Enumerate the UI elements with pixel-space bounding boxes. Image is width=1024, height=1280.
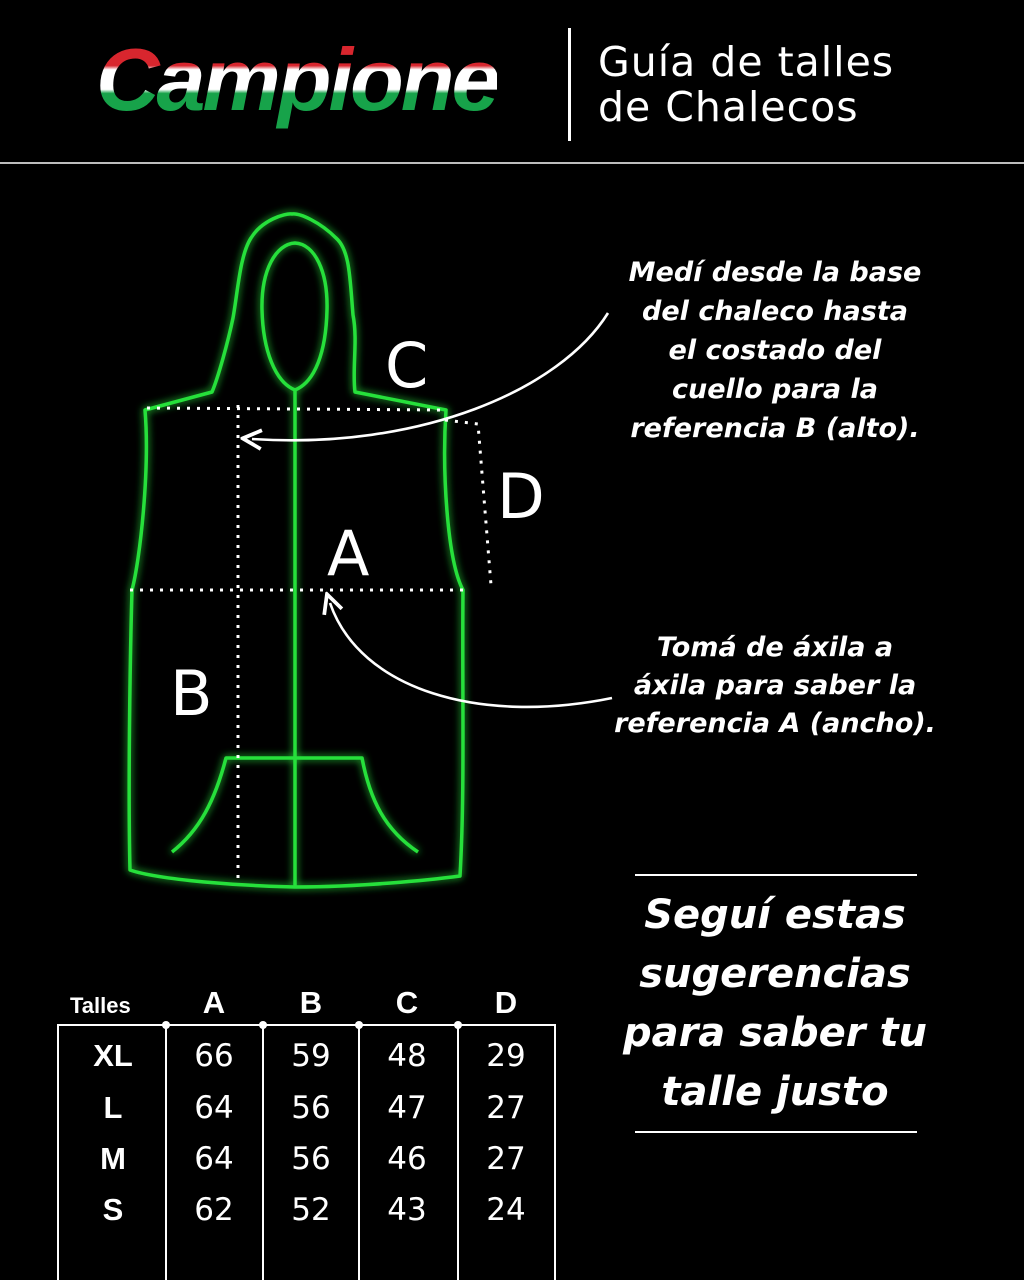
cell-m-a: 64 — [194, 1141, 234, 1177]
note-b-line: del chaleco hasta — [642, 296, 908, 327]
cta-line: para saber tu — [622, 1010, 928, 1056]
col-header-c: C — [395, 985, 419, 1020]
cell-m-d: 27 — [486, 1141, 526, 1177]
row-size-xl: XL — [93, 1038, 133, 1073]
note-a-line: áxila para saber la — [633, 670, 917, 701]
cell-xl-c: 48 — [387, 1038, 427, 1074]
col-header-d: D — [494, 985, 518, 1020]
cta-line: Seguí estas — [644, 892, 906, 938]
cell-m-c: 46 — [387, 1141, 427, 1177]
col-header-a: A — [202, 985, 226, 1020]
note-a-line: Tomá de áxila a — [656, 632, 894, 663]
label-c: C — [385, 329, 429, 402]
note-b-line: cuello para la — [672, 374, 878, 405]
row-size-s: S — [102, 1192, 124, 1227]
cell-l-c: 47 — [387, 1090, 427, 1126]
cell-l-b: 56 — [291, 1090, 331, 1126]
note-b-line: Medí desde la base — [628, 257, 922, 288]
size-table-title: Talles — [70, 993, 131, 1018]
cell-s-b: 52 — [291, 1192, 331, 1228]
col-header-b: B — [299, 985, 323, 1020]
label-d: D — [497, 460, 545, 533]
cell-l-a: 64 — [194, 1090, 234, 1126]
label-b: B — [170, 657, 213, 730]
row-size-l: L — [103, 1090, 123, 1125]
label-a: A — [327, 517, 370, 590]
note-b-line: referencia B (alto). — [630, 413, 920, 444]
row-size-m: M — [100, 1141, 126, 1176]
note-a-line: referencia A (ancho). — [614, 708, 936, 739]
svg-text:Campione: Campione — [96, 30, 497, 129]
cell-xl-a: 66 — [194, 1038, 234, 1074]
cell-s-c: 43 — [387, 1192, 427, 1228]
cell-xl-d: 29 — [486, 1038, 526, 1074]
cell-s-d: 24 — [486, 1192, 526, 1228]
cta-line: sugerencias — [639, 951, 911, 997]
title-line-2: de Chalecos — [598, 83, 859, 131]
cta-line: talle justo — [661, 1069, 889, 1115]
note-b-line: el costado del — [668, 335, 882, 366]
cell-m-b: 56 — [291, 1141, 331, 1177]
cell-l-d: 27 — [486, 1090, 526, 1126]
cell-xl-b: 59 — [291, 1038, 331, 1074]
cell-s-a: 62 — [194, 1192, 234, 1228]
title-line-1: Guía de talles — [598, 38, 895, 86]
